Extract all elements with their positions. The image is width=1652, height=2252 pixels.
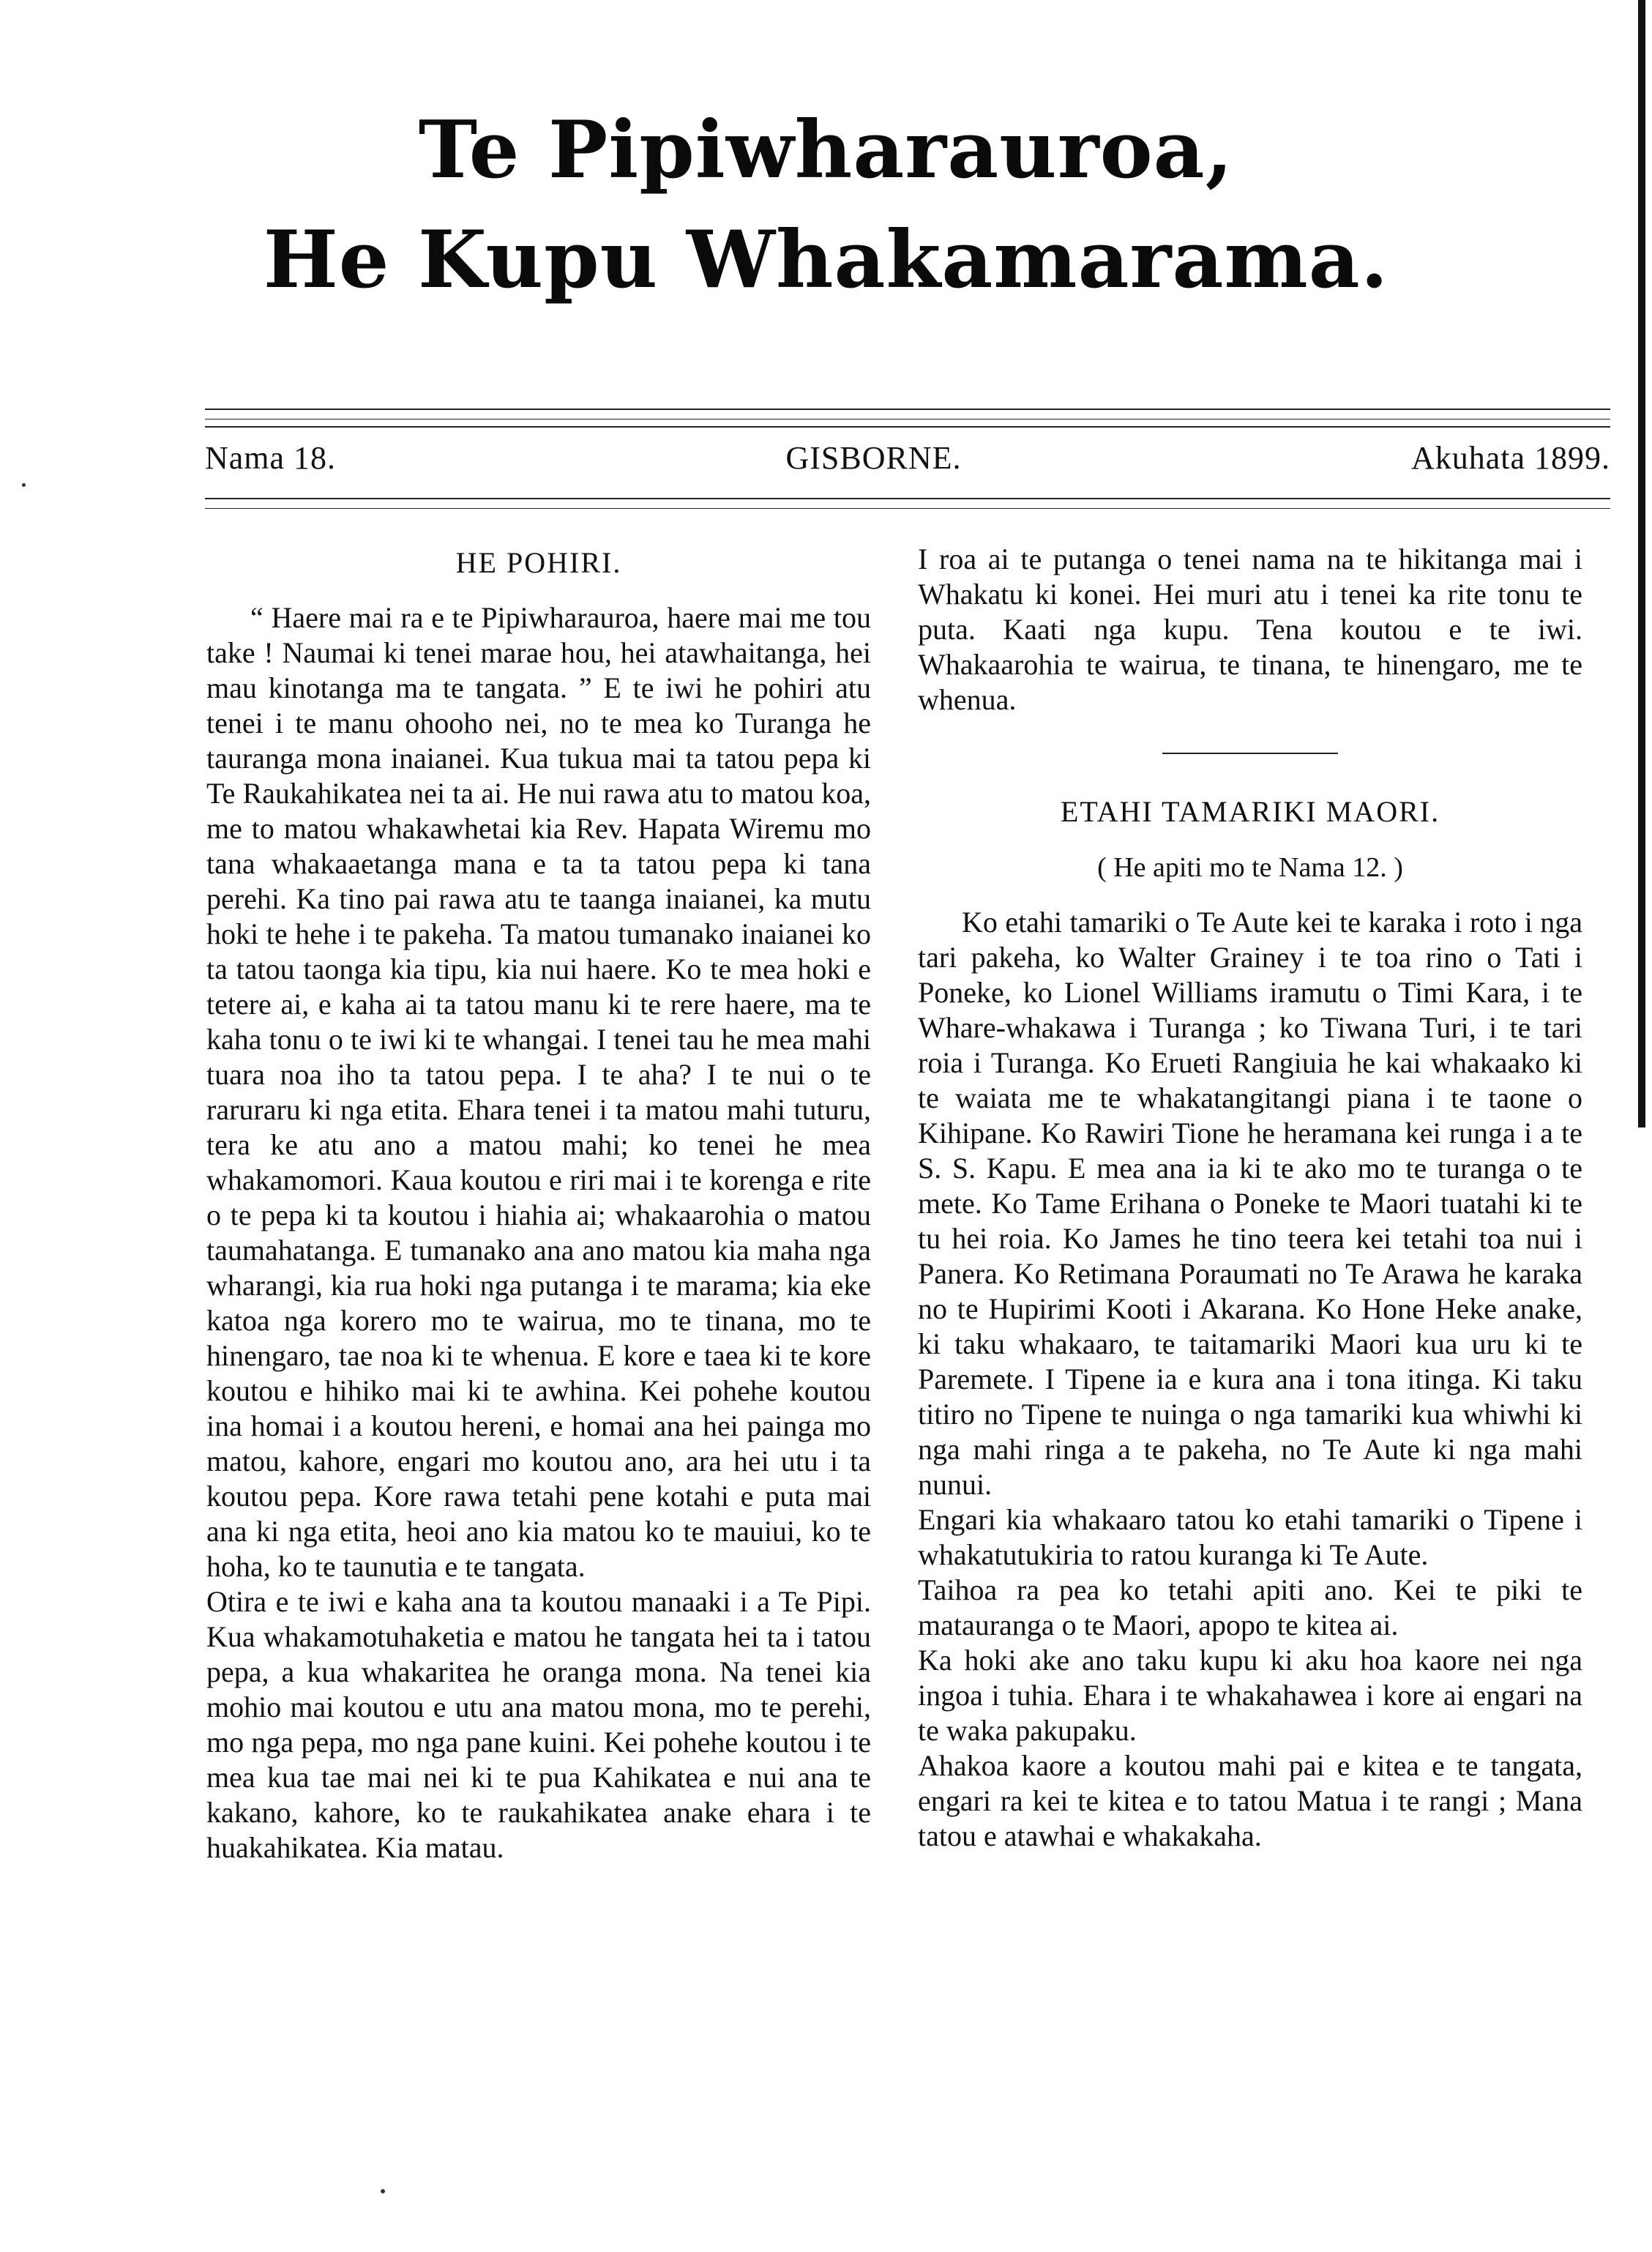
issue-date: Akuhata 1899.	[1410, 440, 1610, 476]
article-paragraph: I roa ai te putanga o tenei nama na te hikitanga mai i Whakatu ki konei. Hei muri atu i tenei ka rite tonu te puta. Kaati nga kupu. Tena koutou e te iwi. Whakaarohia te wairua, te tinana, te hinengaro, me te whenua.	[918, 543, 1582, 716]
header-rule-bottom	[205, 498, 1610, 499]
issue-place: GISBORNE.	[785, 440, 962, 476]
header-rule-bottom-thin	[205, 508, 1610, 509]
article-heading-tamariki: ETAHI TAMARIKI MAORI.	[1060, 795, 1440, 828]
masthead-title: Te Pipiwharauroa,	[418, 104, 1234, 196]
header-rule-top	[205, 409, 1610, 410]
article-paragraph: “ Haere mai ra e te Pipiwharauroa, haere mai me tou take ! Naumai ki tenei marae hou, hei atawhaitanga, hei mau kinotanga ma te tangata. ” E te iwi he pohiri atu tenei i te manu ohooho nei, no te mea ko Turanga he tauranga mona inaianei. Kua tukua mai ta tatou pepa ki Te Raukahikatea nei ta ai. He nui rawa atu to matou koa, me to matou whakawhetai kia Rev. Hapata Wiremu mo tana whakaaetanga mana e ta ta tatou pepa ki tana perehi. Ka tino pai rawa atu te taanga inaianei, ka mutu hoki te hehe i te pakeha. Ta matou tumanako inaianei ko ta tatou taonga kia tipu, kia nui haere. Ko te mea hoki e tetere ai, e kaha ai ta tatou manu ki te rere haere, ma te kaha tonu o te iwi ki te whangai. I tenei tau he mea mahi tuara noa iho ta tatou pepa. I te aha? I te nui o te raruraru ki nga etita. Ehara tenei i ta matou mahi tuturu, tera ke atu ano a matou mahi; ko tenei he mea whakamomori. Kaua koutou e riri mai i te korenga e rite o te pepa ki ta koutou i hiahia ai; whakaarohia o matou taumahatanga. E tumanako ana ano matou kia maha nga wharangi, kia rua hoki nga putanga i te marama; kia eke katoa nga korero mo te wairua, mo te tinana, mo te hinengaro, tae noa ki te whenua. E kore e taea ki te kore koutou e hihiko mai ki te awhina. Kei pohehe koutou ina homai i a koutou hereni, e homai ana hei painga mo matou, kahore, engari mo koutou ano, ara hei utu i ta koutou pepa. Kore rawa tetahi pene kotahi e puta mai ana ki nga etita, heoi ano kia matou ko te mauiui, ko te hoha, ko te taunutia e te tangata.	[206, 601, 871, 1583]
article-paragraph: Taihoa ra pea ko tetahi apiti ano. Kei te piki te matauranga o te Maori, apopo te kitea ai.	[918, 1573, 1582, 1641]
header-rule-top-lower	[205, 426, 1610, 428]
article-paragraph: Engari kia whakaaro tatou ko etahi tamariki o Tipene i whakatutukiria to ratou kuranga ki Te Aute.	[918, 1503, 1582, 1571]
column-right	[918, 542, 1582, 1854]
section-divider	[1162, 753, 1338, 754]
paper-speck	[22, 483, 26, 487]
paper-speck	[381, 2189, 385, 2193]
issue-number: Nama 18.	[205, 440, 337, 476]
article-subheading: ( He apiti mo te Nama 12. )	[1097, 852, 1403, 883]
masthead-subtitle: He Kupu Whakamarama.	[263, 214, 1389, 306]
article-paragraph: Ko etahi tamariki o Te Aute kei te karaka i roto i nga tari pakeha, ko Walter Grainey i te toa rino o Tati i Poneke, ko Lionel Williams iramutu o Timi Kara, i te Whare-whakawa i Turanga ; ko Tiwana Turi, i te tari roia i Turanga. Ko Erueti Rangiuia he kai whakaako ki te waiata me te whakatangitangi piana i te taone o Kihipane. Ko Rawiri Tione he heramana kei runga i a te S. S. Kapu. E mea ana ia ki te ako mo te turanga o te mete. Ko Tame Erihana o Poneke te Maori tuatahi ki te tu hei roia. Ko James he tino teera kei tetahi toa nui i Panera. Ko Retimana Poraumati no Te Arawa he karaka no te Hupirimi Kooti i Akarana. Ko Hone Heke anake, ki taku whakaaro, te taitamariki Maori kua uru ki te Paremete. I Tipene ia e kura ana i tona itinga. Ki taku titiro no Tipene te nuinga o nga tamariki kua whiwhi ki nga mahi ringa a te pakeha, no Te Aute ki nga mahi nunui.	[918, 906, 1582, 1501]
article-heading-pohiri: HE POHIRI.	[455, 546, 622, 579]
article-paragraph: Ka hoki ake ano taku kupu ki aku hoa kaore nei nga ingoa i tuhia. Ehara i te whakahawea i kore ai engari na te waka pakupaku.	[918, 1644, 1582, 1747]
article-paragraph: Ahakoa kaore a koutou mahi pai e kitea e te tangata, engari ra kei te kitea e to tatou Matua i te rangi ; Mana tatou e atawhai e whakakaha.	[918, 1749, 1582, 1852]
dateline	[205, 439, 1610, 477]
article-paragraph: Otira e te iwi e kaha ana ta koutou manaaki i a Te Pipi. Kua whakamotuhaketia e matou he tangata hei ta i tatou pepa, a kua whakaritea he oranga mona. Na tenei kia mohio mai koutou e utu ana matou mona, mo te perehi, mo nga pepa, mo nga pane kuini. Kei pohehe koutou i te mea kua tae mai nei ki te pua Kahikatea e nui ana te kakano, kahore, ko te raukahikatea anake ehara i te huakahikatea. Kia matau.	[206, 1585, 871, 1864]
column-left	[206, 542, 871, 1865]
header-rule-top-thin	[205, 419, 1610, 420]
masthead	[0, 95, 1652, 315]
